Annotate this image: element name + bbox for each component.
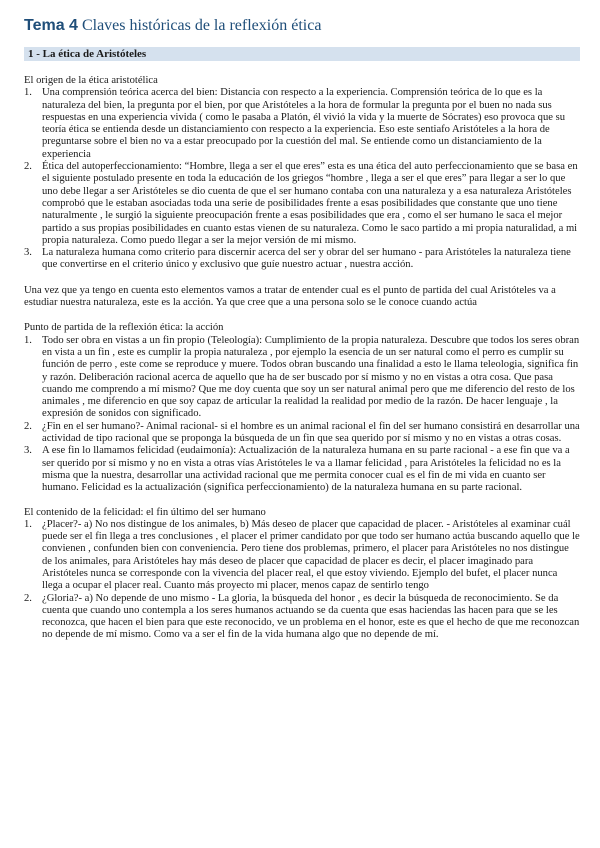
list-item: 3. A ese fin lo llamamos felicidad (eudaimonía): Actualización de la naturaleza humana en su parte racional - a ese fin que va a ser querido por sí mismo y no en vista a otras vías Aristóteles le va a llamar felicidad , para Aristóteles la felicidad no es la misma que la nuestra, desarrollar una actividad racional que me permita conocer cual es el fin de mi vida en cuanto ser humano. Felicidad es la actualización (significa perfeccionamiento) de la naturaleza humana en su parte racional. [24, 445, 570, 494]
list-punto [24, 335, 580, 495]
list-item: 2. ¿Gloria?- a) No depende de uno mismo - La gloria, la búsqueda del honor , es decir la búsqueda de reconocimiento. Se da cuenta que cuando uno contempla a los seres humanos actuando se da cuenta que esas haciendas las hacen para que se les reconozca, que hacen el bien para que este reconocido, ve un problema en el honor, este es que el hecho de que me reconozcan no depende de mí mismo. Como va a ser el fin de la vida humana algo que no depende de mí. [24, 592, 580, 641]
page-title [24, 16, 580, 36]
list-item: 1. Todo ser obra en vistas a un fin propio (Teleología): Cumplimiento de la propia naturaleza. Descubre que todos los seres obran en vista a un fin , este es cumplir la propia naturaleza , por ejemplo la esencia de un ser natural como el perro es cumplir su función de perro , este come se reproduce y muere. Todos obran buscando una finalidad a esto le llama teleologia, significa fin y razón. Deliberación racional acerca de aquello que ha de ser buscado por sí mismo y no en vistas a otra cosa. Que pasa cuando me comprendo a mí mismo? Que me doy cuenta que soy un ser natural animal pero que me diferencio del resto de los animales , me diferencio en que soy capaz de articular la realidad la realidad por medio de la razón. De hacer lenguaje , la expresión de sonidos con significado. [24, 334, 580, 420]
section-title-origen: El origen de la ética aristotélica [24, 75, 158, 86]
title-text: Claves históricas de la reflexión ética [81, 17, 322, 34]
list-item: 2. Ética del autoperfeccionamiento: “Hombre, llega a ser el que eres” esta es una ética del auto perfeccionamiento que se basa en el siguiente postulado presente en toda la educación de los griegos “hombre , llega a ser el que eres” para llegar a ser lo que uno debe llegar a ser Aristóteles se dio cuenta de que el ser humano contaba con una naturaleza y a esa naturaleza Aristóteles comprobó que le estaban asociadas toda una serie de posibilidades frente a esas posibilidades que constante que uno tiene naturalmente , le surgió la siguiente preocupación frente a esas posibilidades que era , como el ser humano le saca el mejor partido a sus propias posibilidades en cuanto estas vienen de su naturaleza. Como le saco partido a mi propia naturalidad, a mi propia naturaleza. Como puedo llegar a ser la mejor versión de mi mismo. [24, 161, 578, 246]
section-punto [24, 322, 580, 494]
section-title-punto: Punto de partida de la reflexión ética: la acción [24, 322, 224, 334]
section-title-contenido: El contenido de la felicidad: el fin último del ser humano [24, 506, 266, 518]
title-number: Tema 4 [24, 17, 78, 34]
list-item: 1. Una comprensión teórica acerca del bien: Distancia con respecto a la experiencia. Comprensión teórica de lo que es la naturaleza del bien, la pregunta por el bien, por que Aristóteles a la hora de formular la pregunta por el buen no nada sus respuestas en una experiencia vivida ( como le pasaba a Platón, él vivió la vida y la muerte de Sócrates) eso provoca que su teoría ética se entienda desde un distanciamiento con respecto a la experiencia. Eso este sentiafo Aristóteles a la hora de preguntarse sobre el bien no va a estar preocupado por la cuestión del mal. Se entiende como un distanciamiento de la experiencia [24, 87, 566, 160]
list-contenido [24, 519, 580, 642]
section-heading: 1 - La ética de Aristóteles [24, 47, 580, 61]
section-origen [24, 75, 580, 272]
section-contenido [24, 507, 580, 642]
list-item: 3. La naturaleza humana como criterio para discernir acerca del ser y obrar del ser humano - para Aristóteles la naturaleza tiene que convertirse en el criterio único y exclusivo que guíe nuestro actuar , nuestra acción. [24, 247, 571, 271]
intro-paragraph: Una vez que ya tengo en cuenta esto elementos vamos a tratar de entender cual es el punto de partida del cual Aristóteles va a estudiar nuestra naturaleza, este es la acción. Ya que cree que a una persona solo se le conoce cuando actúa [24, 284, 556, 309]
document-page [24, 16, 580, 642]
list-item: 2. ¿Fin en el ser humano?- Animal racional- si el hombre es un animal racional el fin del ser humano consistirá en desarrollar una actividad de tipo racional que se proponga la búsqueda de un fin que sea querido por sí mismo y no en vistas a otras cosas. [24, 420, 580, 445]
list-item: 1. ¿Placer?- a) No nos distingue de los animales, b) Más deseo de placer que capacidad de placer. - Aristóteles al examinar cuál puede ser el fin llega a tres conclusiones , el placer el primer candidato por que todo ser humano actúa buscando aquello que le convienen , confunden bien con conveniencia. Pero tiene dos problemas, primero, el placer para Aristóteles no nos distingue de los animales, para Aristóteles hay más deseo de placer que capacidad de placer es decir, el placer imaginado para Aristóteles nunca se corresponde con la vivencia del placer real, el que estoy viviendo. Ejemplo del bufet, el placer nunca llega a ocupar el placer real. Cuanto más proyecto mi placer, menos capaz de sentirlo tengo [24, 518, 580, 592]
list-origen [24, 87, 580, 271]
